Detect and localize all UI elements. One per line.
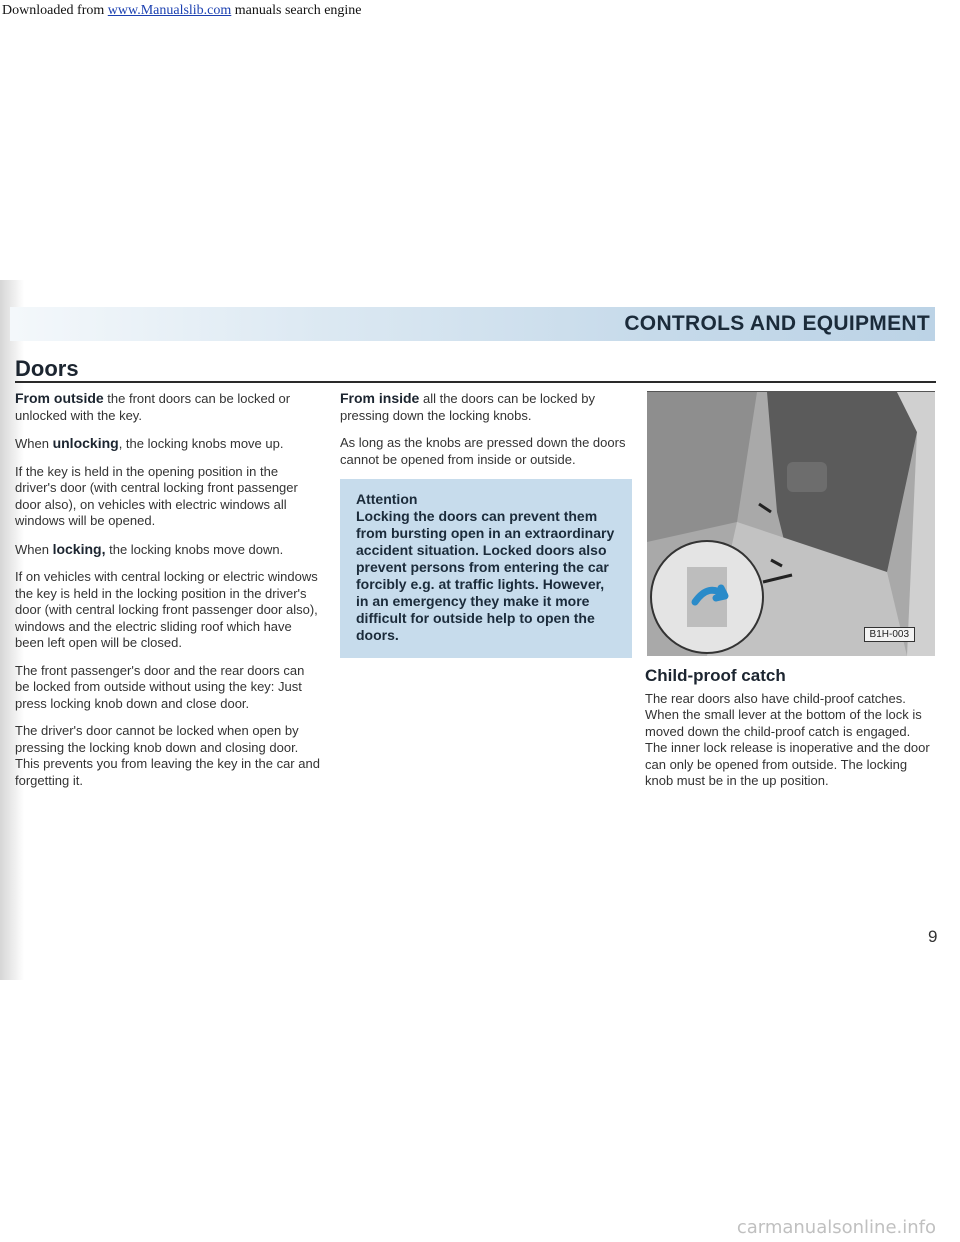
watermark: carmanualsonline.info	[736, 1217, 936, 1238]
paragraph-text: When	[15, 541, 53, 557]
paragraph-text: all the doors can be locked by pressing down the locking knobs.	[340, 391, 595, 423]
paragraph: The rear doors also have child-proof catches. When the small lever at the bottom of the lock is moved down the child-proof catch is engaged. The inner lock release is inoperative and the door can only be opened from outside. The locking knob must be in the up position.	[645, 690, 930, 788]
column-outside-locking	[15, 390, 321, 800]
download-prefix: Downloaded from	[2, 3, 108, 18]
paragraph	[15, 541, 321, 559]
section-divider	[15, 381, 936, 383]
column-inside-locking	[340, 390, 632, 658]
paragraph-text: the locking knobs move down.	[105, 541, 284, 557]
paragraph: If on vehicles with central locking or electric windows the key is held in the locking position in the driver's door (with central locking front passenger door also), windows and the electric sliding roof which have been left open will be closed.	[15, 569, 318, 650]
door-drawing	[647, 392, 935, 656]
subsection-title: Child-proof catch	[645, 666, 786, 685]
download-source-bar	[0, 0, 960, 22]
figure-label: B1H-003	[864, 627, 915, 642]
paragraph-text: the front doors can be locked or unlocked with the key.	[15, 391, 291, 423]
manualslib-link[interactable]: www.Manualslib.com	[107, 3, 232, 18]
paragraph: If the key is held in the opening position in the driver's door (with central locking front passenger door also), on vehicles with electric windows all windows will be opened.	[15, 463, 298, 528]
section-title: Doors	[15, 356, 79, 381]
download-suffix: manuals search engine	[231, 3, 362, 18]
lead-term: unlocking	[52, 435, 119, 451]
paragraph	[15, 390, 321, 424]
lead-term: From outside	[15, 390, 104, 406]
paragraph	[340, 390, 632, 424]
page-number: 9	[928, 927, 938, 946]
paragraph: The front passenger's door and the rear doors can be locked from outside without using the key: Just press locking knob down and close door.	[15, 662, 305, 711]
paragraph-text: When	[15, 436, 53, 451]
column-child-proof-catch	[645, 668, 935, 801]
attention-box	[340, 479, 632, 658]
attention-title: Attention	[356, 491, 418, 507]
paragraph: The driver's door cannot be locked when open by pressing the locking knob down and closing door. This prevents you from leaving the key in the car and forgetting it.	[15, 723, 320, 788]
paragraph-text: , the locking knobs move up.	[118, 436, 284, 451]
lead-term: locking,	[52, 540, 106, 557]
chapter-title: CONTROLS AND EQUIPMENT	[624, 312, 930, 335]
door-illustration	[647, 391, 935, 656]
paragraph	[15, 435, 321, 453]
attention-text: Locking the doors can prevent them from bursting open in an extraordinary accident situation. Locked doors also prevent persons from entering the car forcibly e.g. at traffic lights. However, in an emergency they make it more difficult for outside help to open the doors.	[356, 508, 615, 643]
lead-term: From inside	[340, 390, 420, 406]
paragraph: As long as the knobs are pressed down the doors cannot be opened from inside or outside.	[340, 435, 626, 467]
